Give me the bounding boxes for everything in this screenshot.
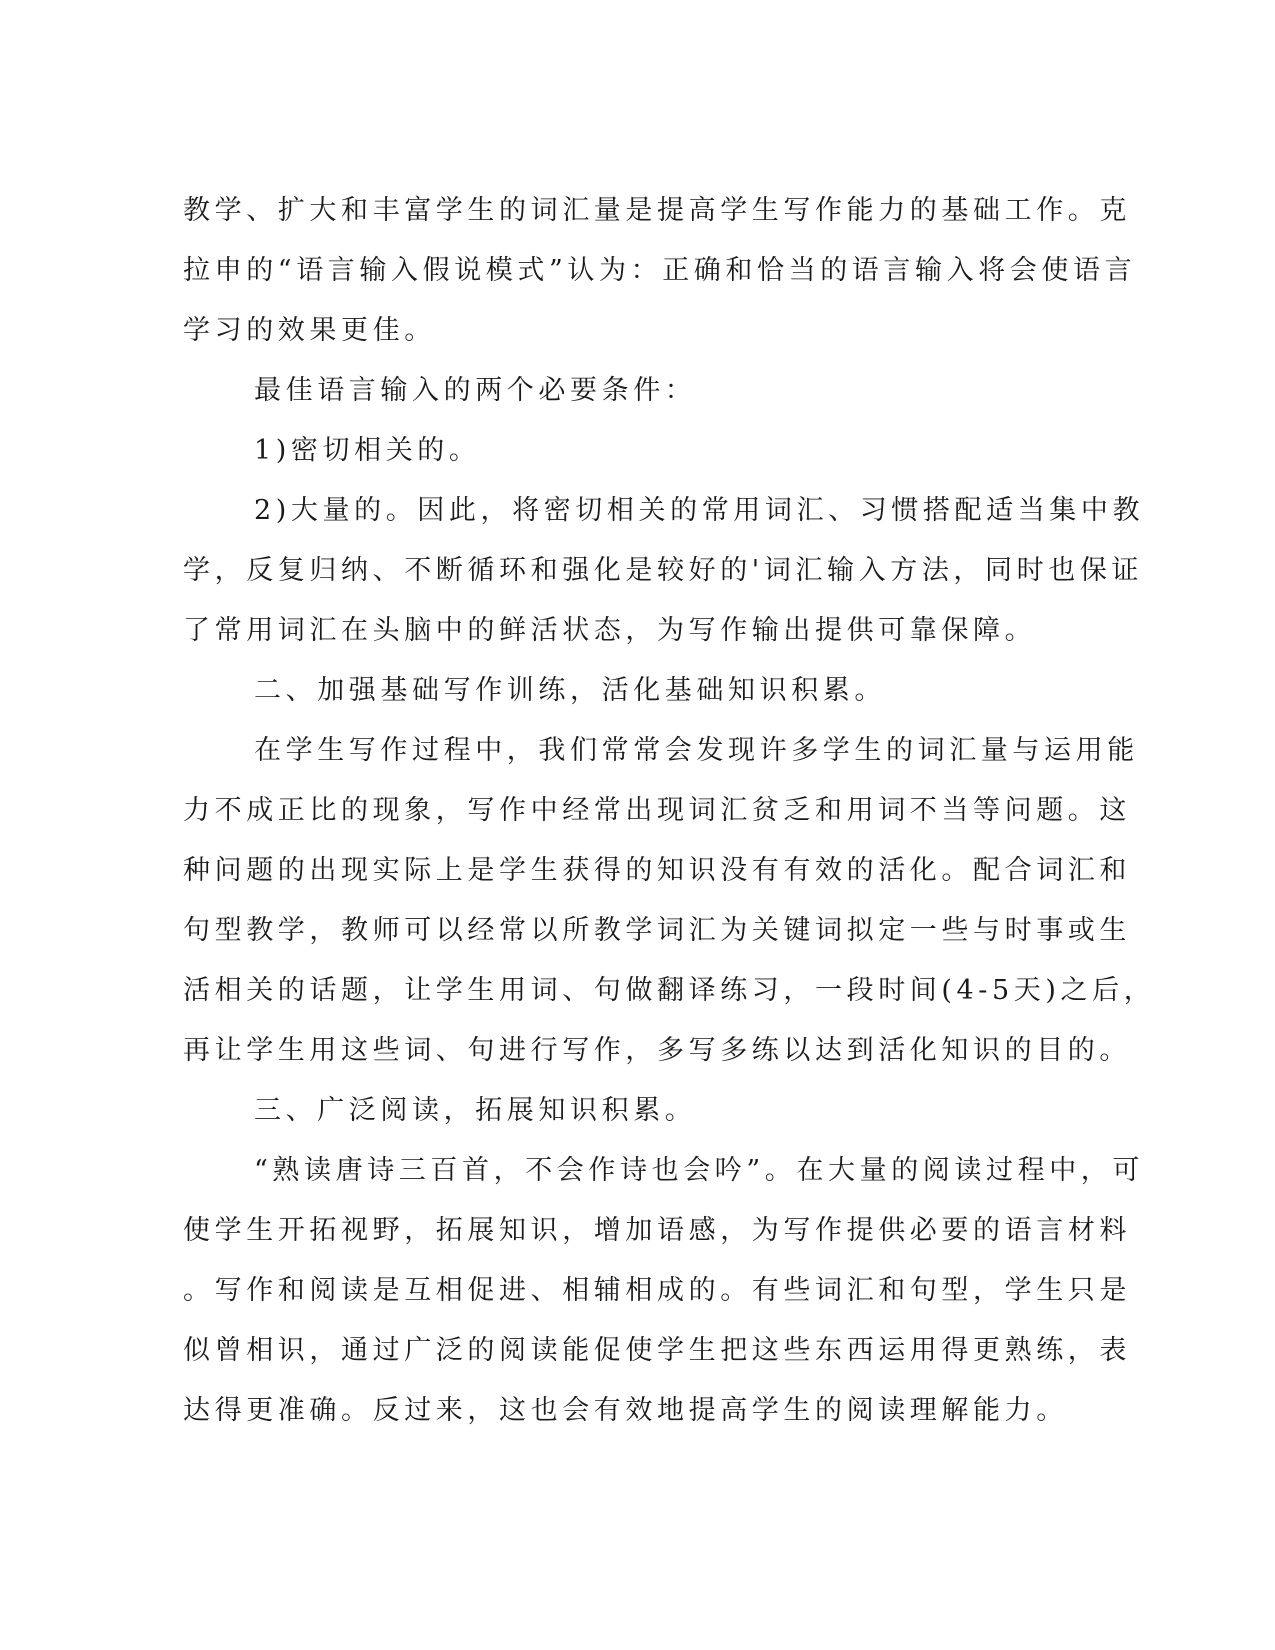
section-heading: 二、加强基础写作训练，活化基础知识积累。 xyxy=(254,675,886,706)
text-line: 在学生写作过程中，我们常常会发现许多学生的词汇量与运用能 xyxy=(254,735,1139,766)
text-line: 活相关的话题，让学生用词、句做翻译练习，一段时间(4-5天)之后， xyxy=(183,975,1156,1006)
text-line: 力不成正比的现象，写作中经常出现词汇贫乏和用词不当等问题。这 xyxy=(183,795,1131,826)
text-line: 2)大量的。因此，将密切相关的常用词汇、习惯搭配适当集中教 xyxy=(254,495,1145,526)
text-line: 。写作和阅读是互相促进、相辅相成的。有些词汇和句型，学生只是 xyxy=(183,1275,1131,1306)
text-line: 似曾相识，通过广泛的阅读能促使学生把这些东西运用得更熟练，表 xyxy=(183,1335,1131,1366)
text-line: 使学生开拓视野，拓展知识，增加语感，为写作提供必要的语言材料 xyxy=(183,1215,1131,1246)
section-heading: 三、广泛阅读，拓展知识积累。 xyxy=(254,1095,697,1126)
text-line: 最佳语言输入的两个必要条件： xyxy=(254,375,697,406)
text-line: 达得更准确。反过来，这也会有效地提高学生的阅读理解能力。 xyxy=(183,1395,1068,1426)
text-line: 拉申的“语言输入假说模式”认为：正确和恰当的语言输入将会使语言 xyxy=(183,255,1137,286)
text-line: 学习的效果更佳。 xyxy=(183,315,436,346)
text-line: 教学、扩大和丰富学生的词汇量是提高学生写作能力的基础工作。克 xyxy=(183,195,1131,226)
text-line: 种问题的出现实际上是学生获得的知识没有有效的活化。配合词汇和 xyxy=(183,855,1131,886)
text-line: 学，反复归纳、不断循环和强化是较好的'词汇输入方法，同时也保证 xyxy=(183,555,1144,586)
text-line: “熟读唐诗三百首，不会作诗也会吟”。在大量的阅读过程中，可 xyxy=(254,1155,1145,1186)
text-line: 了常用词汇在头脑中的鲜活状态，为写作输出提供可靠保障。 xyxy=(183,615,1037,646)
text-line: 句型教学，教师可以经常以所教学词汇为关键词拟定一些与时事或生 xyxy=(183,915,1131,946)
text-line: 再让学生用这些词、句进行写作，多写多练以达到活化知识的目的。 xyxy=(183,1035,1131,1066)
text-line: 1)密切相关的。 xyxy=(254,435,481,466)
